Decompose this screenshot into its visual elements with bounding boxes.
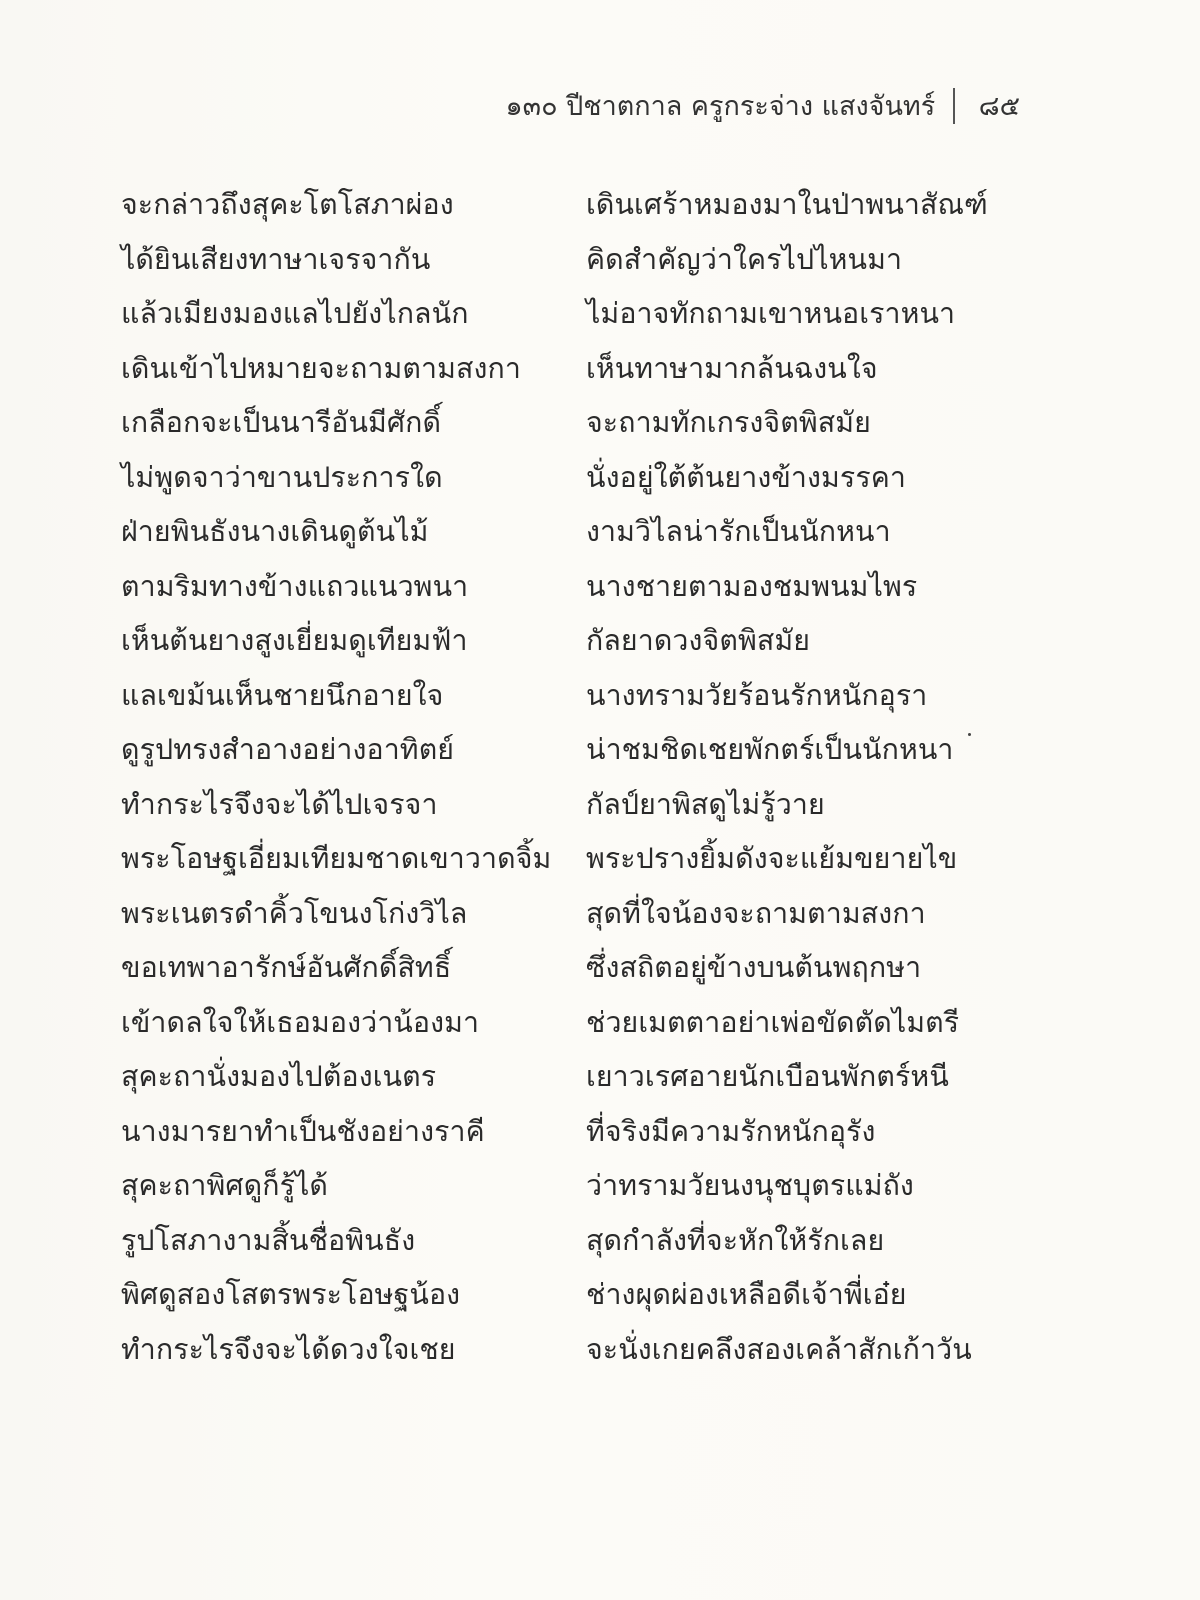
verse-line: เห็นต้นยางสูงเยี่ยมดูเทียมฟ้า (121, 624, 468, 657)
verse-line: สุดกำลังที่จะหักให้รักเลย (586, 1223, 885, 1257)
poem-column-left (121, 186, 586, 1385)
verse-line: นางทรามวัยร้อนรักหนักอุรา (586, 678, 928, 712)
verse-line: พิศดูสองโสตรพระโอษฐน้อง (121, 1278, 461, 1311)
verse-line: เข้าดลใจให้เธอมองว่าน้องมา (121, 1005, 480, 1039)
verse-line: ช่วยเมตตาอย่าเพ่อขัดตัดไมตรี (586, 1005, 960, 1039)
verse-line: รูปโสภางามสิ้นชื่อพินธัง (121, 1223, 416, 1257)
verse-line: สุคะถาพิศดูก็รู้ได้ (121, 1169, 329, 1202)
verse-line: จะถามทักเกรงจิตพิสมัย (586, 406, 871, 439)
verse-line: ฝ่ายพินธังนางเดินดูต้นไม้ (121, 515, 429, 548)
verse-line: น่าชมชิดเชยพักตร์เป็นนักหนา (586, 733, 954, 766)
verse-line: ไม่พูดจาว่าขานประการใด (121, 460, 443, 494)
verse-line: เห็นทาษามากล้นฉงนใจ (586, 351, 878, 385)
verse-line: กัลป์ยาพิสดูไม่รู้วาย (586, 787, 825, 821)
verse-line: กัลยาดวงจิตพิสมัย (586, 624, 811, 657)
verse-line: ตามริมทางข้างแถวแนวพนา (121, 569, 469, 603)
page-number: ๘๕ (978, 91, 1020, 122)
verse-line: สุดที่ใจน้องจะถามตามสงกา (586, 896, 926, 930)
verse-line: สุคะถานั่งมองไปต้องเนตร (121, 1060, 437, 1093)
verse-line: พระโอษฐเอี่ยมเทียมชาดเขาวาดจิ้ม (121, 842, 552, 875)
running-header (505, 84, 1020, 127)
paper-speck (968, 733, 971, 736)
verse-line: ว่าทรามวัยนงนุชบุตรแม่ถัง (586, 1169, 914, 1202)
verse-line: ซึ่งสถิตอยู่ข้างบนต้นพฤกษา (586, 951, 922, 984)
verse-line: ทำกระไรจึงจะได้ไปเจรจา (121, 787, 438, 821)
poem-column-right (586, 186, 1016, 1385)
verse-line: แลเขม้นเห็นชายนึกอายใจ (121, 678, 444, 712)
verse-line: พระเนตรดำคิ้วโขนงโก่งวิไล (121, 896, 468, 930)
verse-line: ช่างผุดผ่องเหลือดีเจ้าพี่เอ๋ย (586, 1278, 907, 1311)
verse-line: ทำกระไรจึงจะได้ดวงใจเชย (121, 1332, 456, 1366)
verse-line: นางมารยาทำเป็นชังอย่างราคี (121, 1114, 485, 1148)
header-divider (953, 88, 955, 124)
verse-line: เกลือกจะเป็นนารีอันมีศักดิ์ (121, 406, 442, 439)
verse-line: เดินเข้าไปหมายจะถามตามสงกา (121, 351, 521, 385)
verse-line: ขอเทพาอารักษ์อันศักดิ์สิทธิ์ (121, 951, 452, 984)
verse-line: ที่จริงมีความรักหนักอุรัง (586, 1114, 876, 1148)
verse-line: แล้วเมียงมองแลไปยังไกลนัก (121, 297, 469, 330)
verse-line: เดินเศร้าหมองมาในป่าพนาสัณฑ์ (586, 188, 988, 221)
verse-line: พระปรางยิ้มดังจะแย้มขยายไข (586, 842, 958, 875)
verse-line: ได้ยินเสียงทาษาเจรจากัน (121, 242, 431, 276)
verse-line: คิดสำคัญว่าใครไปไหนมา (586, 242, 903, 276)
verse-line: เยาวเรศอายนักเบือนพักตร์หนี (586, 1060, 949, 1093)
verse-line: นั่งอยู่ใต้ต้นยางข้างมรรคา (586, 460, 907, 494)
verse-line: นางชายตามองชมพนมไพร (586, 569, 918, 603)
header-title: ๑๓๐ ปีชาตกาล ครูกระจ่าง แสงจันทร์ (505, 91, 936, 122)
verse-line: งามวิไลน่ารักเป็นนักหนา (586, 515, 891, 548)
verse-line: ไม่อาจทักถามเขาหนอเราหนา (586, 297, 956, 330)
verse-line: ดูรูปทรงสำอางอย่างอาทิตย์ (121, 733, 455, 766)
verse-line: จะกล่าวถึงสุคะโตโสภาผ่อง (121, 188, 454, 221)
poem-body (121, 186, 1021, 1385)
verse-line: จะนั่งเกยคลึงสองเคล้าสักเก้าวัน (586, 1332, 972, 1366)
